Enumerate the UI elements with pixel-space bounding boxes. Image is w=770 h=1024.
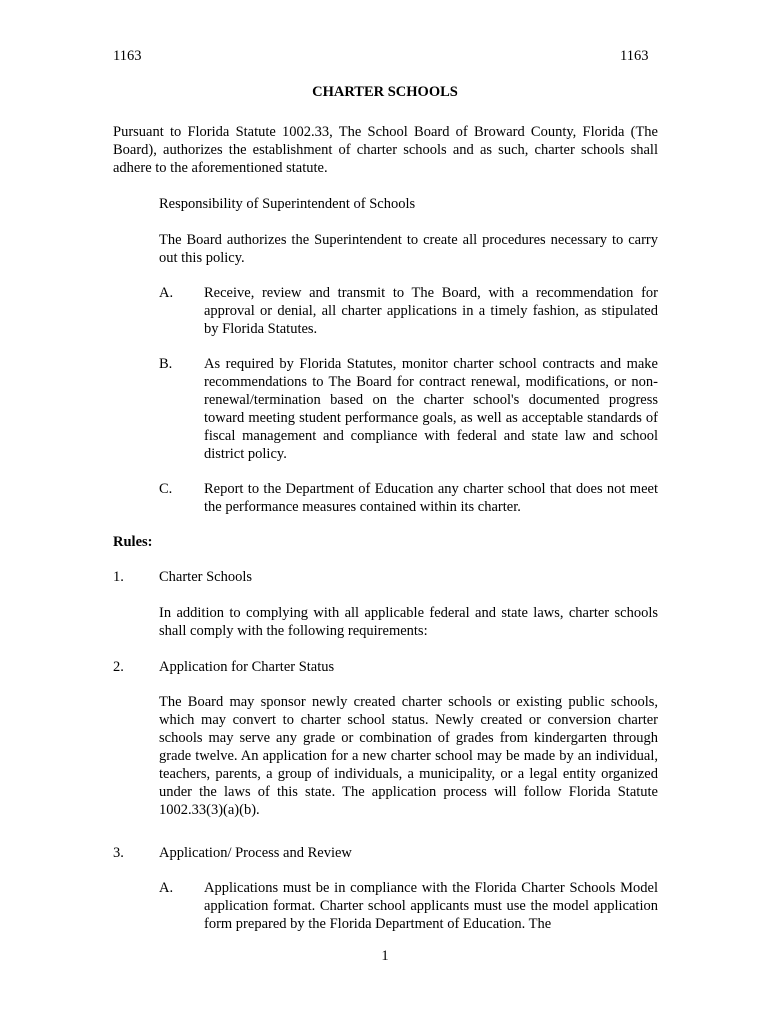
responsibility-item-c-label: C. [159, 481, 173, 497]
rules-heading: Rules: [113, 534, 153, 550]
responsibility-paragraph: The Board authorizes the Superintendent to create all procedures necessary to carry out this policy. [159, 232, 658, 266]
rule-3-item-a-text: Applications must be in compliance with the Florida Charter Schools Model application format. Charter school applicants must use the model application form prepared by the Florida Department of Education. The [204, 880, 658, 932]
responsibility-heading: Responsibility of Superintendent of Schools [159, 196, 416, 212]
page-title: CHARTER SCHOOLS [312, 84, 458, 100]
rule-3-item-a-label: A. [159, 880, 174, 896]
responsibility-item-a-label: A. [159, 285, 174, 301]
responsibility-item-a-text: Receive, review and transmit to The Board, with a recommendation for approval or denial, all charter applications in a timely fashion, as stipulated by Florida Statutes. [204, 285, 658, 337]
responsibility-item-b-label: B. [159, 356, 173, 372]
responsibility-item-c-text: Report to the Department of Education any charter school that does not meet the performance measures contained within its charter. [204, 481, 658, 515]
rule-1-text: In addition to complying with all applicable federal and state laws, charter schools shall comply with the following requirements: [159, 605, 658, 639]
intro-paragraph: Pursuant to Florida Statute 1002.33, The School Board of Broward County, Florida (The Board), authorizes the establishment of charter schools and as such, charter schools shall adhere to the aforementioned statute. [113, 124, 658, 176]
rule-3-number: 3. [113, 845, 124, 861]
policy-number-left: 1163 [113, 48, 142, 64]
rule-2-heading: Application for Charter Status [159, 659, 335, 675]
rule-1-heading: Charter Schools [159, 569, 253, 585]
rule-3-heading: Application/ Process and Review [159, 845, 352, 861]
page-number: 1 [381, 948, 389, 964]
responsibility-item-b-text: As required by Florida Statutes, monitor charter school contracts and make recommendations to The Board for contract renewal, modifications, or non-renewal/termination based on the charter school's documented progress toward meeting student performance goals, as well as acceptable standards of fiscal management and compliance with federal and state law and school district policy. [204, 356, 658, 462]
policy-number-right: 1163 [620, 48, 649, 64]
rule-2-text: The Board may sponsor newly created charter schools or existing public schools, which may convert to charter school status. Newly created or conversion charter schools may serve any grade or combination of grades from kindergarten through grade twelve. An application for a new charter school may be made by an individual, teachers, parents, a group of individuals, a municipality, or a legal entity organized under the laws of this state. The application process will follow Florida Statute 1002.33(3)(a)(b). [159, 694, 658, 818]
rule-1-number: 1. [113, 569, 124, 585]
rule-2-number: 2. [113, 659, 124, 675]
